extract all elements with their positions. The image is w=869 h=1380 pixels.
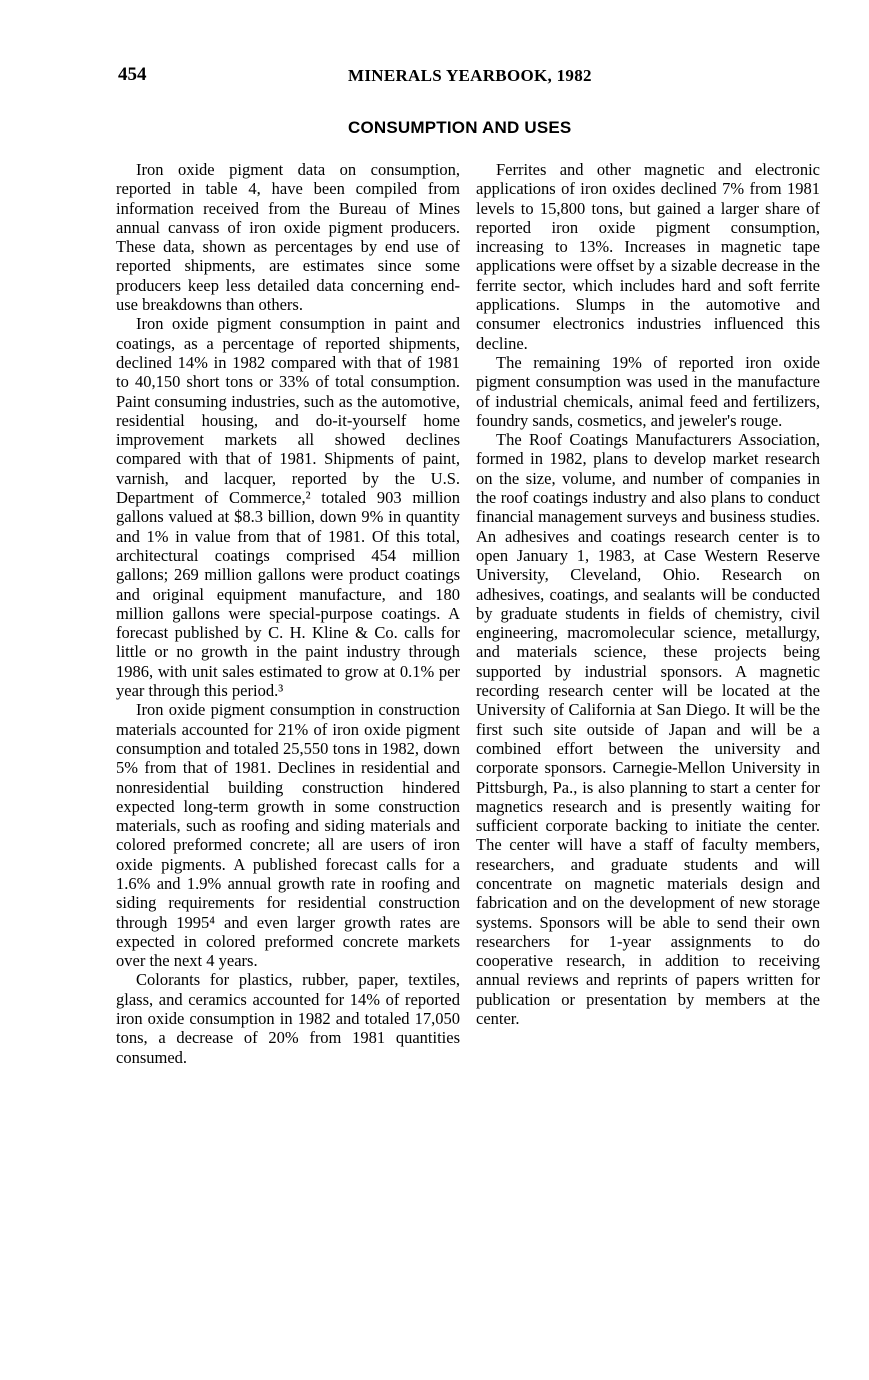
running-title: MINERALS YEARBOOK, 1982 xyxy=(348,66,592,85)
left-column xyxy=(116,160,460,1067)
paragraph: Iron oxide pigment consumption in paint and coatings, as a percentage of reported shipments, declined 14% in 1982 compared with that of 1981 to 40,150 short tons or 33% of total consumption. Paint consuming industries, such as the automotive, residential housing, and do-it-yourself home improvement markets all showed declines compared with that of 1981. Shipments of paint, varnish, and lacquer, reported by the U.S. Department of Commerce,² totaled 903 million gallons valued at $8.3 billion, down 9% in quantity and 1% in value from that of 1981. Of this total, architectural coatings comprised 454 million gallons; 269 million gallons were product coatings and original equipment manufacture, and 180 million gallons were special-purpose coatings. A forecast published by C. H. Kline & Co. calls for little or no growth in the paint industry through 1986, with unit sales estimated to grow at 0.1% per year through this period.³ xyxy=(116,314,460,701)
paragraph: The remaining 19% of reported iron oxide pigment consumption was used in the manufacture of industrial chemicals, animal feed and fertilizers, foundry sands, cosmetics, and jeweler's rouge. xyxy=(476,352,820,430)
paragraph: Iron oxide pigment consumption in construction materials accounted for 21% of iron oxide pigment consumption and totaled 25,550 tons in 1982, down 5% from that of 1981. Declines in residential and nonresidential building construction hindered expected long-term growth in some construction materials, such as roofing and siding materials and colored preformed concrete; all are users of iron oxide pigments. A published forecast calls for a 1.6% and 1.9% annual growth rate in roofing and siding requirements for residential construction through 1995⁴ and even larger growth rates are expected in colored preformed concrete markets over the next 4 years. xyxy=(116,700,460,971)
right-column xyxy=(476,160,820,1028)
paragraph: The Roof Coatings Manufacturers Association, formed in 1982, plans to develop market research on the size, volume, and number of companies in the roof coatings industry and also plans to conduct financial management surveys and business studies. An adhesives and coatings research center is to open January 1, 1983, at Case Western Reserve University, Cleveland, Ohio. Research on adhesives, coatings, and sealants will be conducted by graduate students in fields of chemistry, civil engineering, macromolecular science, metallurgy, and materials science, these projects being supported by industrial sponsors. A magnetic recording research center will be located at the University of California at San Diego. It will be the first such site outside of Japan and will be a combined effort between the university and corporate sponsors. Carnegie-Mellon University in Pittsburgh, Pa., is also planning to start a center for magnetics research and is presently waiting for sufficient corporate backing to initiate the center. The center will have a staff of faculty members, researchers, and graduate students and will concentrate on magnetic materials design and fabrication and on the development of new storage systems. Sponsors will be able to send their own researchers for 1-year assignments to do cooperative research, in addition to receiving annual reviews and reprints of papers written for publication or presentation by members at the center. xyxy=(476,430,820,1029)
paragraph: Ferrites and other magnetic and electronic applications of iron oxides declined 7% from 1981 levels to 15,800 tons, but gained a larger share of reported iron oxide pigment consumption, increasing to 13%. Increases in magnetic tape applications were offset by a sizable decrease in the ferrite sector, which includes hard and soft ferrite applications. Slumps in the automotive and consumer electronics industries influenced this decline. xyxy=(476,160,820,353)
page-number: 454 xyxy=(118,64,147,85)
page-header xyxy=(118,64,824,94)
section-title: CONSUMPTION AND USES xyxy=(348,118,572,137)
paragraph: Colorants for plastics, rubber, paper, textiles, glass, and ceramics accounted for 14% of reported iron oxide consumption in 1982 and totaled 17,050 tons, a decrease of 20% from 1981 quantities consumed. xyxy=(116,970,460,1067)
paragraph: Iron oxide pigment data on consumption, reported in table 4, have been compiled from information received from the Bureau of Mines annual canvass of iron oxide pigment producers. These data, shown as percentages by end use of reported shipments, are estimates since some producers keep less detailed data concerning end-use breakdowns than others. xyxy=(116,160,460,315)
